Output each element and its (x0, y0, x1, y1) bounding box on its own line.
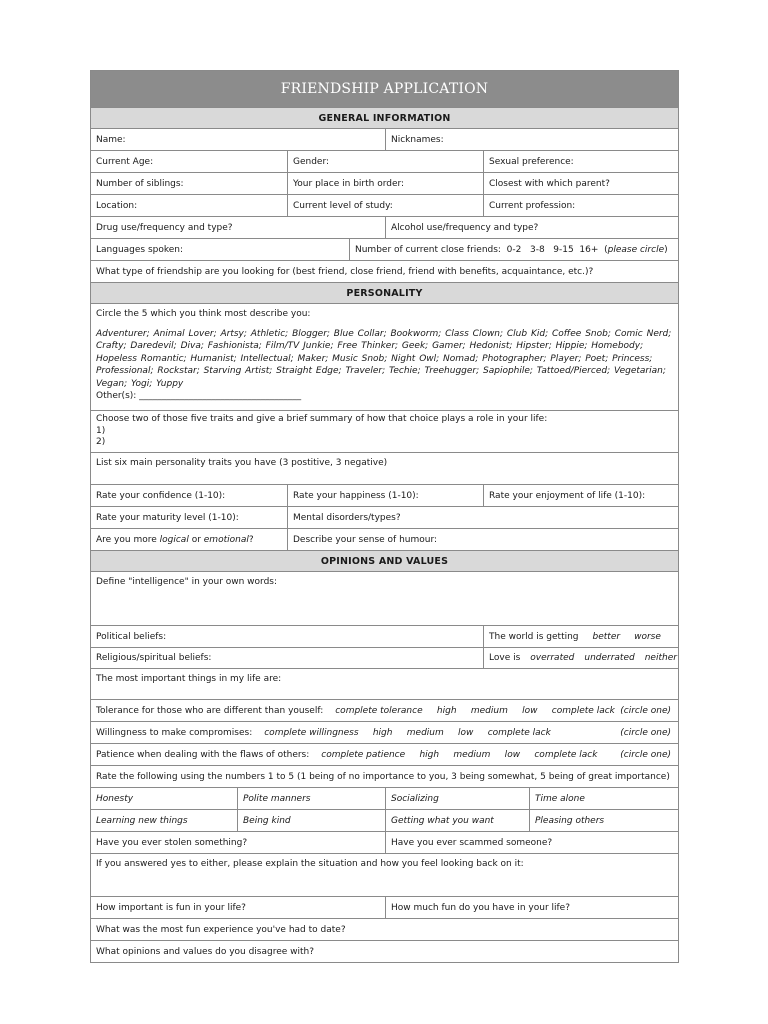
logical-emotional-field[interactable] (91, 529, 287, 550)
explain-field[interactable]: If you answered yes to either, please explain the situation and how you feel looking back on it: (96, 859, 524, 869)
location-field[interactable]: Location: (96, 200, 138, 211)
happiness-field[interactable]: Rate your happiness (1-10): (287, 485, 483, 506)
scammed-field[interactable]: Have you ever scammed someone? (385, 832, 678, 853)
table-row (91, 261, 678, 283)
enjoyment-field[interactable]: Rate your enjoyment of life (1-10): (483, 485, 678, 506)
rate-item-socializing[interactable]: Socializing (385, 788, 529, 809)
nicknames-field[interactable]: Nicknames: (385, 129, 678, 150)
close-friends-label: Number of current close friends: 0-2 3-8 9-15 16+ ( (355, 244, 608, 255)
stolen-field[interactable]: Have you ever stolen something? (96, 837, 248, 848)
choose-two-block[interactable] (91, 411, 678, 452)
maturity-field[interactable]: Rate your maturity level (1-10): (96, 512, 239, 523)
logical-option: logical (159, 534, 189, 545)
most-fun-field[interactable]: What was the most fun experience you've had to date? (96, 924, 346, 935)
birth-order-field[interactable]: Your place in birth order: (287, 173, 483, 194)
table-row (91, 304, 678, 411)
rate-item-polite-manners[interactable]: Polite manners (237, 788, 385, 809)
languages-field[interactable]: Languages spoken: (96, 244, 184, 255)
table-row (91, 669, 678, 700)
table-row (91, 897, 678, 919)
table-row (91, 648, 678, 669)
emotional-option: emotional (203, 534, 249, 545)
profession-field[interactable]: Current profession: (483, 195, 678, 216)
choose-two-question: Choose two of those five traits and give a brief summary of how that choice plays a role in your life: (96, 414, 548, 424)
table-row (91, 854, 678, 897)
table-row (91, 129, 678, 151)
question-mark: ? (248, 534, 254, 545)
patience-options[interactable]: complete patience high medium low complete lack (321, 749, 598, 760)
table-row (91, 700, 678, 722)
circle-one-note: (circle one) (620, 727, 671, 738)
world-getting-field[interactable] (483, 626, 678, 647)
political-beliefs-field[interactable]: Political beliefs: (96, 631, 167, 642)
name-field[interactable]: Name: (96, 134, 126, 145)
table-row (91, 626, 678, 648)
age-field[interactable]: Current Age: (96, 156, 154, 167)
rate-item-pleasing-others[interactable]: Pleasing others (529, 810, 678, 831)
table-row (91, 173, 678, 195)
drug-use-field[interactable]: Drug use/frequency and type? (96, 222, 233, 233)
circle-one-note: (circle one) (620, 749, 671, 760)
table-row (91, 919, 678, 941)
intelligence-field[interactable]: Define "intelligence" in your own words: (96, 577, 278, 587)
study-level-field[interactable]: Current level of study: (287, 195, 483, 216)
answer-two-label: 2) (96, 437, 106, 447)
table-row (91, 151, 678, 173)
tolerance-label: Tolerance for those who are different than youself: (96, 705, 324, 716)
gender-field[interactable]: Gender: (287, 151, 483, 172)
love-label: Love is (489, 653, 521, 663)
table-row (91, 217, 678, 239)
table-row (91, 572, 678, 626)
religious-beliefs-field[interactable]: Religious/spiritual beliefs: (96, 653, 212, 663)
rate-item-learning[interactable]: Learning new things (96, 815, 188, 826)
table-row (91, 529, 678, 551)
siblings-field[interactable]: Number of siblings: (96, 178, 184, 189)
tolerance-options[interactable]: complete tolerance high medium low complete lack (335, 705, 615, 716)
close-paren: ) (664, 244, 668, 255)
important-things-field[interactable]: The most important things in my life are: (96, 674, 282, 684)
traits-block[interactable] (91, 304, 678, 410)
table-row (91, 453, 678, 485)
alcohol-use-field[interactable]: Alcohol use/frequency and type? (385, 217, 678, 238)
neither-option[interactable]: neither (644, 653, 677, 663)
sexual-preference-field[interactable]: Sexual preference: (483, 151, 678, 172)
section-general-information: GENERAL INFORMATION (91, 108, 678, 129)
close-friends-field[interactable] (349, 239, 678, 260)
table-row (91, 941, 678, 962)
section-personality: PERSONALITY (91, 283, 678, 304)
or-text: or (188, 534, 204, 545)
better-option[interactable]: better (592, 631, 621, 642)
table-row (91, 507, 678, 529)
table-row (91, 411, 678, 453)
table-row (91, 810, 678, 832)
worse-option[interactable]: worse (634, 631, 661, 642)
friendship-type-field[interactable]: What type of friendship are you looking for (best friend, close friend, friend with benefits, acquaintance, etc.)? (96, 266, 594, 277)
friendship-application-form (90, 70, 679, 963)
rate-item-being-kind[interactable]: Being kind (237, 810, 385, 831)
willingness-options[interactable]: complete willingness high medium low complete lack (264, 727, 551, 738)
overrated-option[interactable]: overrated (530, 653, 575, 663)
others-line: Other(s): ____________________________________ (96, 391, 302, 402)
table-row (91, 195, 678, 217)
willingness-field[interactable] (91, 722, 678, 743)
tolerance-field[interactable] (91, 700, 678, 721)
rate-following-instruction: Rate the following using the numbers 1 to 5 (1 being of no importance to you, 3 being somewhat, 5 being of great importance) (96, 771, 670, 782)
rate-item-honesty[interactable]: Honesty (96, 793, 134, 804)
mental-disorders-field[interactable]: Mental disorders/types? (287, 507, 678, 528)
traits-list: Adventurer; Animal Lover; Artsy; Athletic; Blogger; Blue Collar; Bookworm; Class Clown; Club Kid; Coffee Snob; Comic Nerd; Crafty; Daredevil; Diva; Fashionista; Film/TV Junkie; Free Thinker; Geek; Gamer; Hedonist; Hipster; Hippie; Homebody; Hopeless Romantic; Humanist; Intellectual; Maker; Music Snob; Night Owl; Nomad; Photographer; Player; Poet; Princess; Professional; Rockstar; Starving Artist; Straight Edge; Traveler; Techie; Treehugger; Sapiophile; Tattoed/Pierced; Vegetarian; Vegan; Yogi; Yuppy (96, 328, 672, 389)
rate-item-time-alone[interactable]: Time alone (529, 788, 678, 809)
disagree-field[interactable]: What opinions and values do you disagree with? (96, 946, 315, 957)
fun-amount-field[interactable]: How much fun do you have in your life? (385, 897, 678, 918)
circle-five-instruction: Circle the 5 which you think most describe you: (96, 309, 311, 319)
patience-label: Patience when dealing with the flaws of others: (96, 749, 310, 760)
willingness-label: Willingness to make compromises: (96, 727, 253, 738)
world-label: The world is getting (489, 631, 579, 642)
patience-field[interactable] (91, 744, 678, 765)
table-row (91, 239, 678, 261)
form-title: FRIENDSHIP APPLICATION (91, 71, 678, 108)
please-circle-note: please circle (607, 244, 665, 255)
answer-one-label: 1) (96, 425, 106, 436)
circle-one-note: (circle one) (620, 705, 671, 716)
section-opinions-values: OPINIONS AND VALUES (91, 551, 678, 572)
confidence-field[interactable]: Rate your confidence (1-10): (96, 490, 226, 501)
love-is-field[interactable] (483, 648, 678, 668)
table-row (91, 722, 678, 744)
table-row (91, 485, 678, 507)
six-traits-field[interactable]: List six main personality traits you have (3 postitive, 3 negative) (96, 458, 388, 468)
closest-parent-field[interactable]: Closest with which parent? (483, 173, 678, 194)
logical-prefix: Are you more (96, 534, 160, 545)
table-row (91, 788, 678, 810)
fun-importance-field[interactable]: How important is fun in your life? (96, 902, 246, 913)
underrated-option[interactable]: underrated (584, 653, 635, 663)
table-row (91, 744, 678, 766)
table-row (91, 766, 678, 788)
humour-field[interactable]: Describe your sense of humour: (287, 529, 678, 550)
table-row (91, 832, 678, 854)
rate-item-getting-what-you-want[interactable]: Getting what you want (385, 810, 529, 831)
